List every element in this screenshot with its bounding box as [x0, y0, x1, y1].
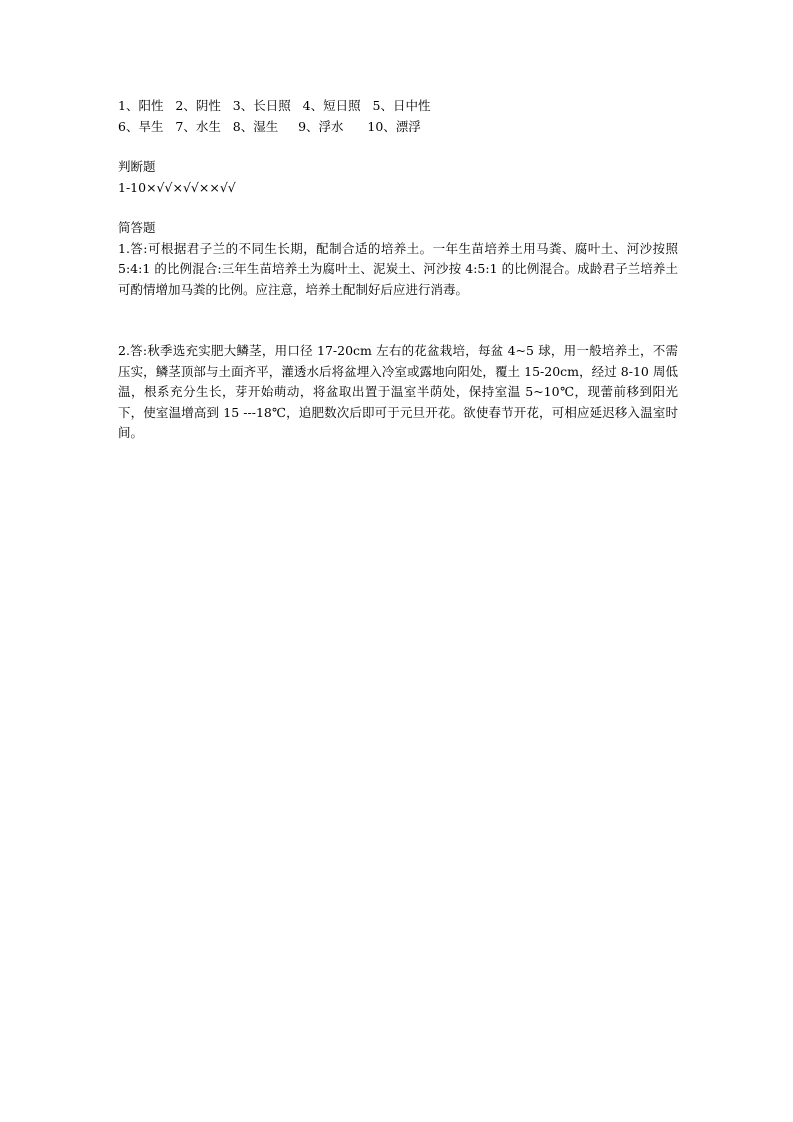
- spacer: [118, 198, 678, 218]
- short-answer-q2: 2.答:秋季选充实肥大鳞茎，用口径 17-20cm 左右的花盆栽培，每盆 4~5 球，用一般培养土，不需压实，鳞茎顶部与土面齐平，灌透水后将盆埋入冷室或露地向阳处，覆土 15-20cm，经过 8-10 周低温，根系充分生长，芽开始萌动，将盆取出置于温室半荫处，保持室温 5~10℃，现蕾前移到阳光下，使室温增高到 15 ---18℃，追肥数次后即可于元旦开花。欲使春节开花，可相应延迟移入温室时间。: [118, 343, 678, 440]
- spacer: [118, 300, 678, 341]
- judgement-heading: 判断题: [118, 159, 156, 174]
- judgement-answers: 1-10×√√×√√××√√: [118, 179, 236, 195]
- short-answer-heading: 简答题: [118, 220, 156, 235]
- answer-document: [118, 96, 678, 444]
- fill-answers-line-2: 6、旱生 7、水生 8、湿生 9、浮水 10、漂浮: [118, 118, 421, 134]
- spacer: [118, 137, 678, 157]
- short-answer-q1: 1.答:可根据君子兰的不同生长期，配制合适的培养土。一年生苗培养土用马粪、腐叶土、河沙按照 5:4:1 的比例混合:三年生苗培养土为腐叶土、泥炭土、河沙按 4:5:1 的比例混合。成龄君子兰培养土可酌情增加马粪的比例。应注意，培养土配制好后应进行消毒。: [118, 240, 678, 297]
- fill-answers-line-1: 1、阳性 2、阴性 3、长日照 4、短日照 5、日中性: [118, 98, 431, 113]
